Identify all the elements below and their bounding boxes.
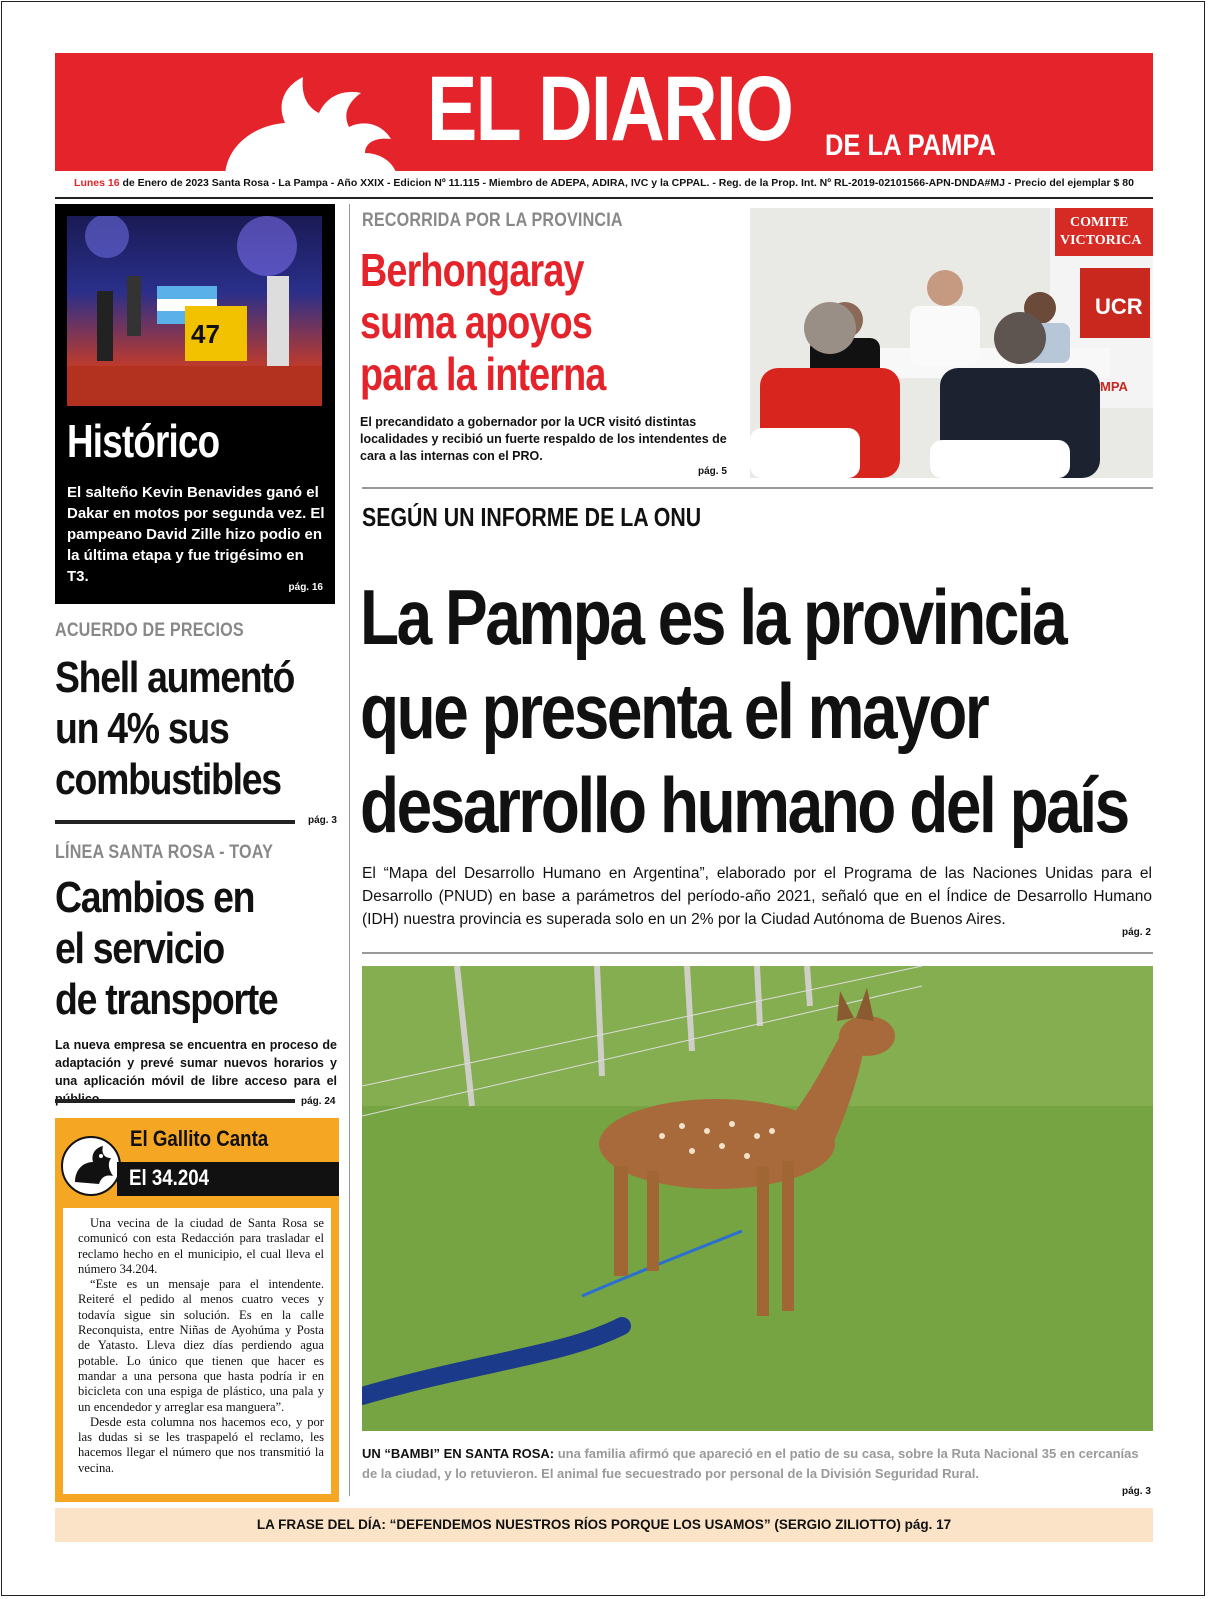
column-divider (349, 204, 350, 1496)
shell-rule (55, 820, 295, 824)
main-headline-line: La Pampa es la provincia (360, 573, 1066, 661)
photo-mpa-sign: MPA (1100, 379, 1128, 394)
berhongaray-headline-line: suma apoyos (360, 296, 593, 348)
photo-sign-number: 47 (191, 319, 220, 349)
historico-page-ref: pág. 16 (288, 582, 323, 593)
ucr-meeting-photo (750, 208, 1153, 478)
berhongaray-headline-line: Berhongaray (360, 244, 584, 296)
transporte-page-ref: pág. 24 (301, 1096, 336, 1107)
shell-headline-line: Shell aumentó (55, 653, 295, 702)
deer-photo (362, 966, 1153, 1431)
edition-details: de Enero de 2023 Santa Rosa - La Pampa - Año XXIX - Edicion Nº 11.115 - Miembro de ADEPA, ADIRA, IVC y la CPPAL. - Reg. de la Prop. Int. Nº RL-2019-02101566-APN-DNDA#MJ - Precio del ejemplar $ 80 (119, 177, 1134, 189)
transporte-body: La nueva empresa se encuentra en proceso de adaptación y prevé sumar nuevos horarios y una aplicación móvil de libre acceso para el (55, 1038, 337, 1088)
photo-banner-line: COMITE (1070, 215, 1129, 230)
masthead-rule (55, 197, 1153, 199)
shell-kicker: ACUERDO DE PRECIOS (55, 620, 244, 641)
berhongaray-page-ref: pág. 5 (698, 466, 727, 477)
main-headline-line: desarrollo humano del país (360, 761, 1128, 849)
edition-info-line (55, 177, 1153, 189)
shell-headline[interactable] (55, 652, 294, 805)
edition-date: Lunes 16 (74, 177, 120, 189)
historico-title: Histórico (67, 415, 220, 467)
gallito-paragraph: Una vecina de la ciudad de Santa Rosa se comunicó con esta Redacción para trasladar el reclamo hecho en el municipio, el cual lleva el número 34.204. (78, 1216, 324, 1276)
rooster-icon (61, 1136, 121, 1196)
berhongaray-headline[interactable] (360, 244, 606, 400)
newspaper-subtitle: DE LA PAMPA (825, 129, 996, 162)
deer-caption (362, 1444, 1157, 1484)
deer-page-ref: pág. 3 (1122, 1486, 1151, 1497)
dakar-podium-photo (67, 216, 322, 406)
frase-del-dia[interactable]: LA FRASE DEL DÍA: “DEFENDEMOS NUESTROS RÍOS PORQUE LOS USAMOS” (SERGIO ZILIOTTO) pág. 17 (55, 1508, 1153, 1542)
gallito-number: El 34.204 (129, 1165, 210, 1190)
transporte-rule (55, 1099, 295, 1103)
shell-page-ref: pág. 3 (308, 815, 337, 826)
deer-caption-lead: UN “BAMBI” EN SANTA ROSA: (362, 1446, 555, 1461)
masthead (55, 53, 1153, 171)
historico-body: El salteño Kevin Benavides ganó el Dakar en motos por segunda vez. El pampeano David Zille hizo podio en la última etapa y fue trigésimo en T3. (67, 484, 325, 585)
shell-headline-line: un 4% sus (55, 704, 229, 753)
transporte-headline-line: de transporte (55, 975, 278, 1024)
rooster-logo-icon (215, 75, 435, 171)
transporte-headline[interactable] (55, 872, 277, 1025)
gallito-number-bar (117, 1162, 339, 1196)
main-page-ref: pág. 2 (1122, 927, 1151, 938)
photo-ucr-sign: UCR (1095, 294, 1143, 319)
transporte-kicker: LÍNEA SANTA ROSA - TOAY (55, 842, 274, 863)
transporte-headline-line: el servicio (55, 924, 224, 973)
main-body: El “Mapa del Desarrollo Humano en Argentina”, elaborado por el Programa de las Naciones Unidas para el Desarrollo (PNUD) en base a parámetros del período-año 2021, señaló que en el Índice de Desarrollo Humano (IDH) nuestra provincia es superada solo en un 2% por la Ciudad Autónoma de Buenos Aires. (362, 865, 1152, 928)
shell-headline-line: combustibles (55, 755, 281, 804)
main-headline[interactable] (360, 570, 1128, 852)
transporte-headline-line: Cambios en (55, 873, 255, 922)
gallito-paragraph: “Este es un mensaje para el intendente. Reiteré el pedido al menos cuatro veces y todavía sigue sin solución. Es en la calle Reconquista, entre Niñas de Ayohúma y Posta de Yatasto. Lleva diez días perdiendo agua potable. Lo único que tienen que hacer es mandar a una persona que hasta podría ir en bicicleta con una espiga de plástico, una pala y un encendedor y arreglar esa manguera”. (78, 1277, 324, 1414)
gallito-canta-box[interactable] (55, 1118, 339, 1502)
gallito-text (78, 1216, 324, 1476)
gallito-text-box (63, 1208, 331, 1494)
main-headline-line: que presenta el mayor (360, 667, 988, 755)
section-rule (362, 487, 1153, 489)
berhongaray-kicker: RECORRIDA POR LA PROVINCIA (362, 210, 623, 231)
gallito-paragraph: Desde esta columna nos hacemos eco, y por las dudas si se les traspapeló el reclamo, les hacemos llegar el número que nos transmitió la vecina. (78, 1414, 324, 1475)
gallito-title: El Gallito Canta (130, 1126, 269, 1151)
historico-box[interactable] (55, 204, 335, 604)
main-kicker: SEGÚN UN INFORME DE LA ONU (362, 502, 702, 532)
section-rule (362, 952, 1153, 954)
berhongaray-headline-line: para la interna (360, 348, 606, 400)
newspaper-title: EL DIARIO (427, 58, 793, 160)
photo-banner-line: VICTORICA (1060, 233, 1142, 248)
berhongaray-body: El precandidato a gobernador por la UCR visitó distintas localidades y recibió un fuerte respaldo de los intendentes de cara a las internas con el PRO. (360, 415, 727, 463)
deer-caption-text: una familia afirmó que apareció en el patio de su casa, sobre la Ruta Nacional 35 en cercanías de la ciudad, y lo retuvieron. El animal fue secuestrado por personal de la División Seguridad Rural. (362, 1446, 1139, 1481)
